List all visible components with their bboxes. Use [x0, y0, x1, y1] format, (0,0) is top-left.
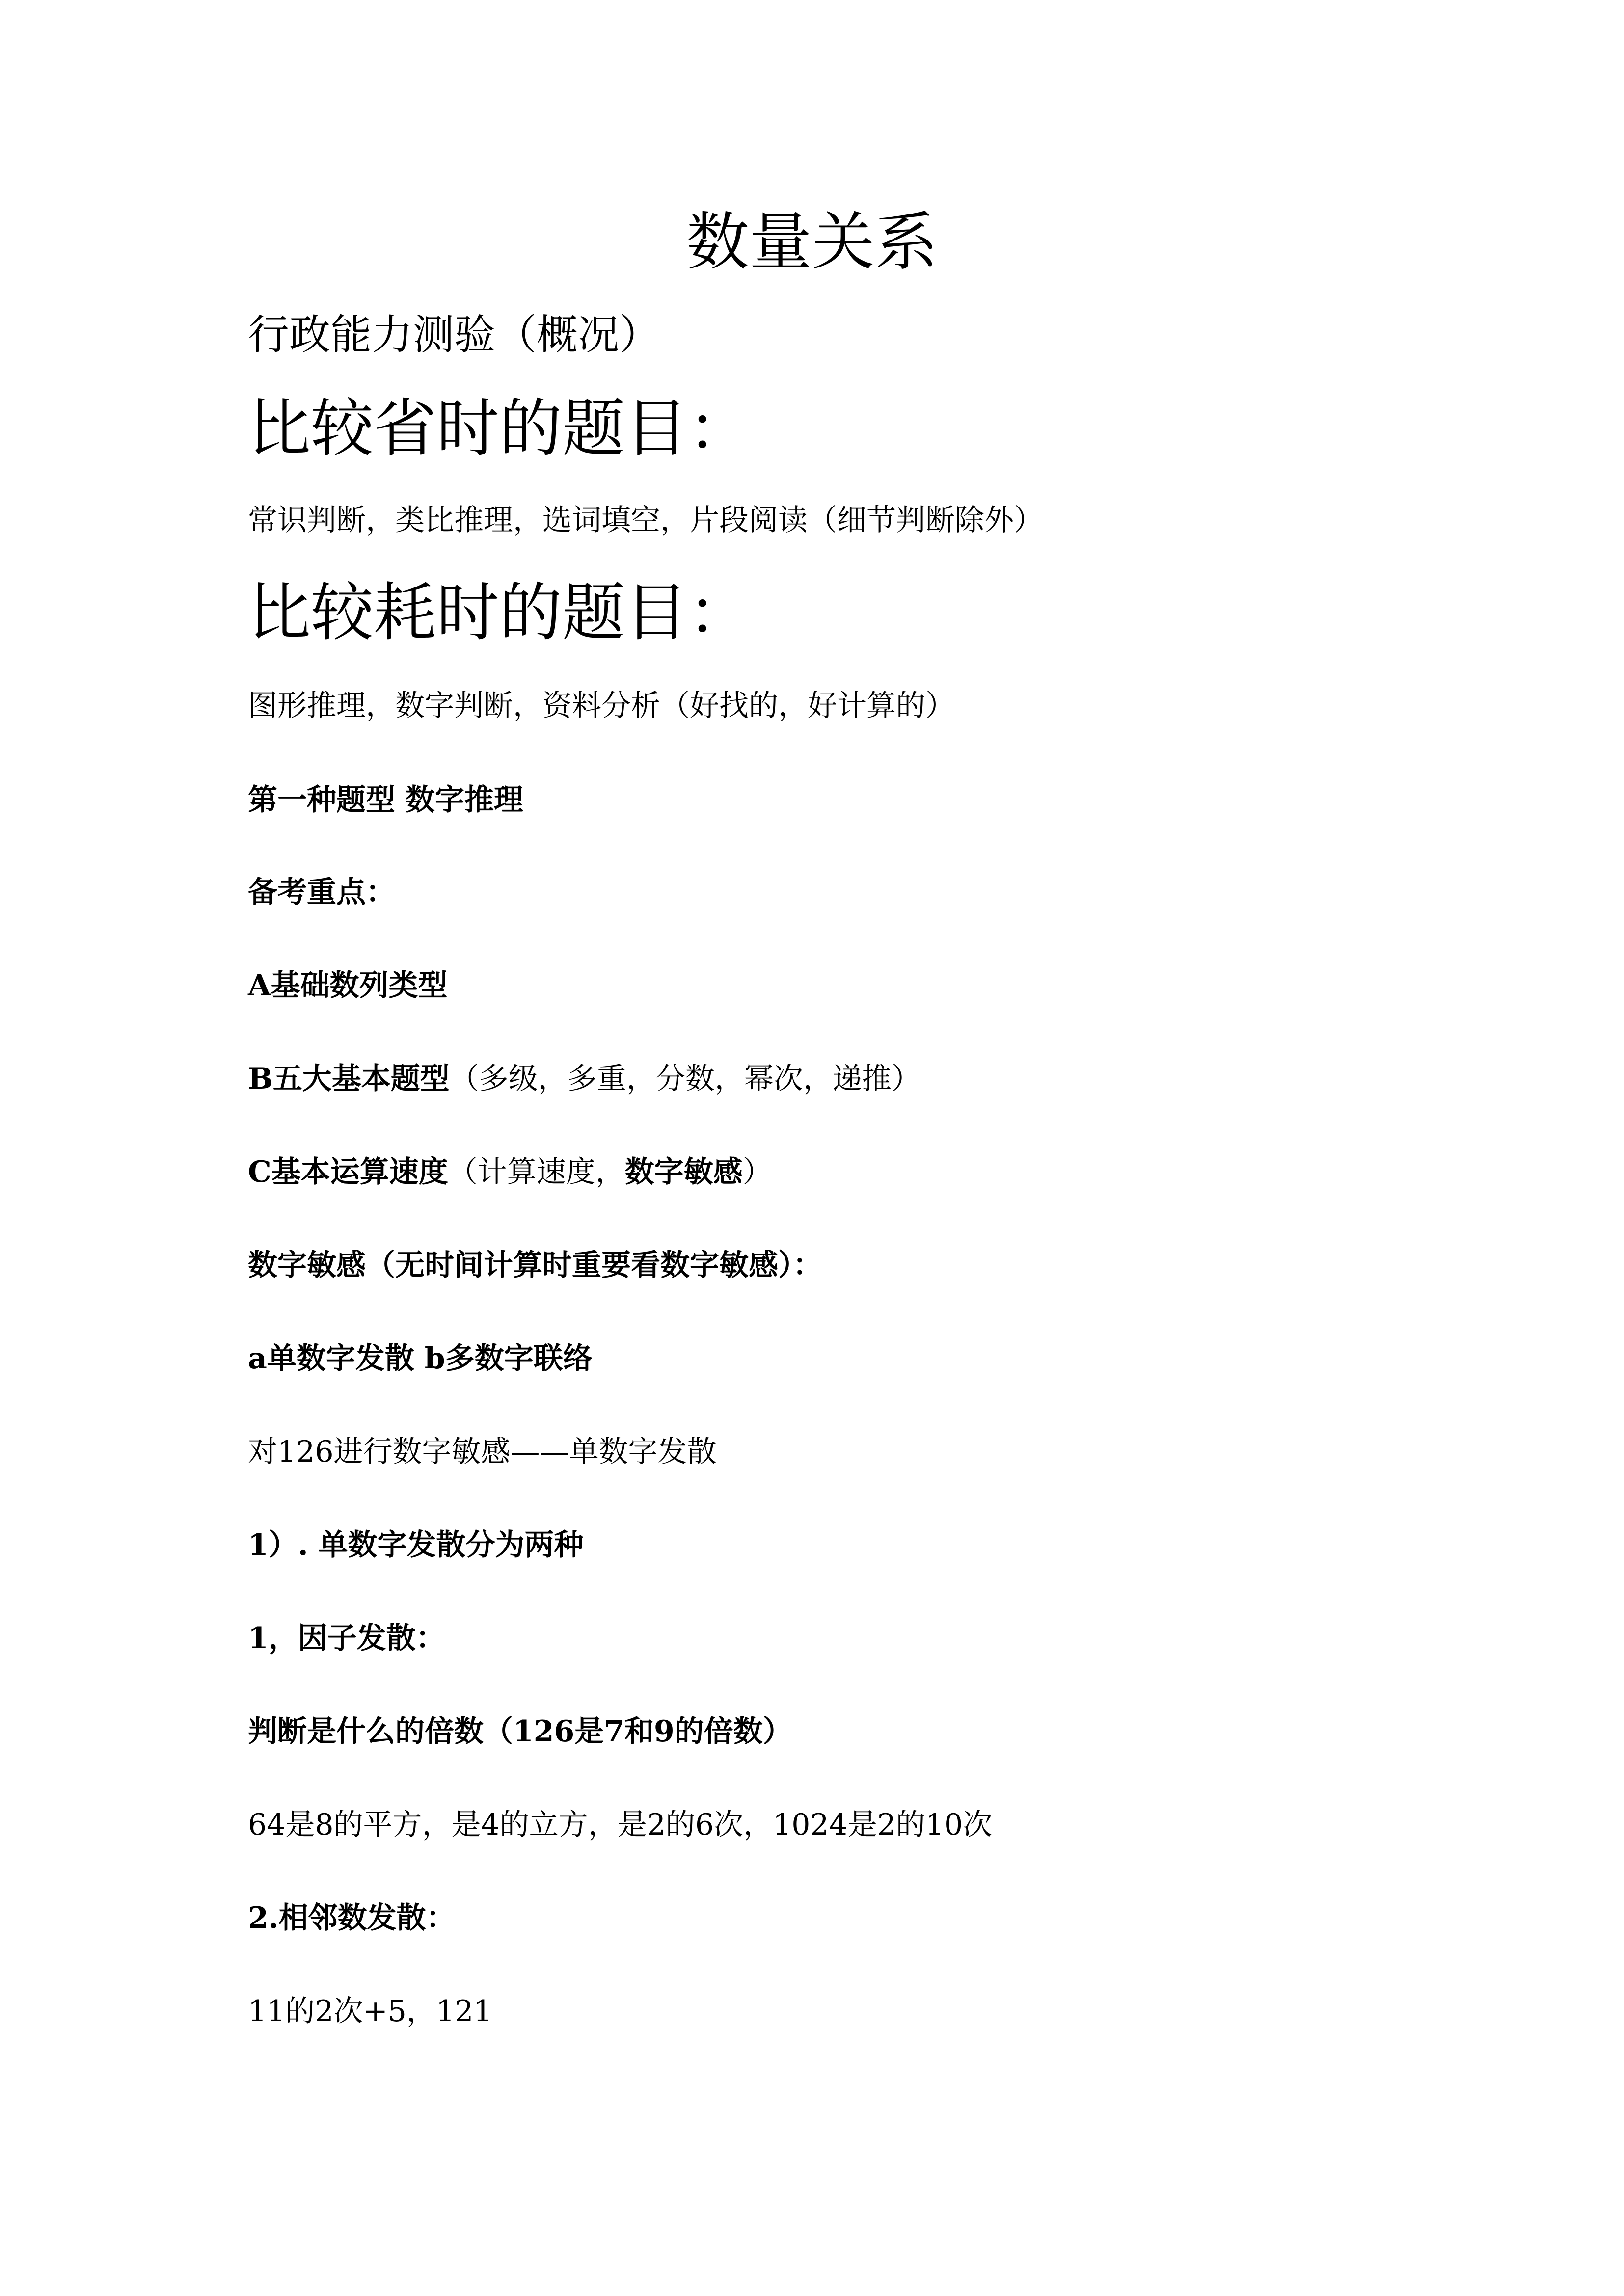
heading-time-consuming: 比较耗时的题目： — [248, 576, 751, 649]
text-time-saving: 常识判断，类比推理，选词填空，片段阅读（细节判断除外） — [248, 503, 1043, 537]
point-b-detail: （多级，多重，分数，幂次，递推） — [449, 1062, 921, 1096]
text-eleven: 11的2次+5，121 — [248, 1994, 492, 2029]
text-two-kinds: 1）. 单数字发散分为两种 — [248, 1528, 584, 1562]
text-type-one: 第一种题型 数字推理 — [248, 783, 523, 817]
text-number-sense: 数字敏感（无时间计算时重要看数字敏感）： — [248, 1248, 822, 1282]
text-key-points: 备考重点： — [248, 875, 395, 909]
point-c-close: ） — [742, 1155, 772, 1189]
text-ab-types: a单数字发散 b多数字联络 — [248, 1341, 593, 1376]
text-factor: 1，因子发散： — [248, 1621, 445, 1655]
text-time-consuming: 图形推理，数字判断，资料分析（好找的，好计算的） — [248, 689, 955, 723]
point-c-number-sense: 数字敏感 — [624, 1155, 743, 1189]
text-multiple: 判断是什么的倍数（126是7和9的倍数） — [248, 1714, 792, 1749]
text-point-c — [248, 1157, 772, 1187]
text-point-a: A基础数列类型 — [248, 968, 448, 1003]
point-b-main: B五大基本题型 — [248, 1062, 450, 1096]
heading-time-saving: 比较省时的题目： — [248, 392, 751, 465]
text-example-126: 对126进行数字敏感——单数字发散 — [248, 1435, 717, 1469]
page-subtitle: 行政能力测验（概况） — [248, 311, 661, 359]
text-adjacent: 2.相邻数发散： — [248, 1901, 456, 1935]
text-powers: 64是8的平方，是4的立方，是2的6次，1024是2的10次 — [248, 1808, 993, 1842]
text-point-b — [248, 1064, 921, 1094]
point-c-main: C基本运算速度 — [248, 1155, 448, 1189]
page-title: 数量关系 — [686, 206, 938, 279]
point-c-detail: （计算速度， — [448, 1155, 625, 1189]
